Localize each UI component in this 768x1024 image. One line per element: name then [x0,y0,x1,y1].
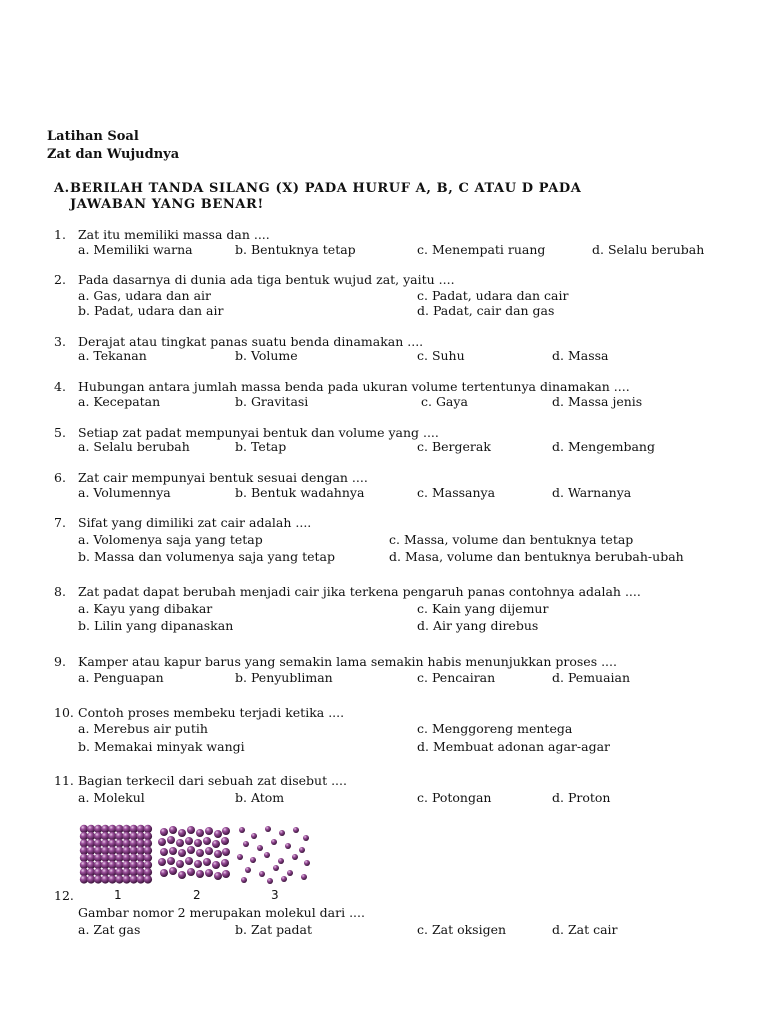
question-text: Setiap zat padat mempunyai bentuk dan volume yang .... [78,425,439,440]
question-text: Pada dasarnya di dunia ada tiga bentuk wujud zat, yaitu .... [78,272,455,287]
question-number: 4. [54,379,66,394]
option-c: c. Bergerak [417,439,491,454]
question-text: Gambar nomor 2 merupakan molekul dari .... [78,905,365,920]
section-instruction [54,181,734,213]
molecule-solid [144,861,152,869]
molecule-liquid [222,848,230,856]
section-letter: A. [54,181,70,196]
molecule-gas [273,865,279,871]
question-text: Zat itu memiliki massa dan .... [78,227,270,242]
molecule-liquid [221,859,229,867]
option-d: d. Mengembang [552,439,655,454]
molecule-liquid [196,829,204,837]
molecule-liquid [222,827,230,835]
molecule-gas [259,871,265,877]
question-number: 2. [54,272,66,287]
molecule-gas [271,839,277,845]
molecule-liquid [221,837,229,845]
molecule-liquid [169,847,177,855]
molecule-liquid [203,837,211,845]
option-c: c. Suhu [417,348,465,363]
molecule-gas [285,843,291,849]
option-a: a. Zat gas [78,922,141,937]
question-number: 9. [54,654,66,669]
molecule-liquid [196,849,204,857]
option-c: c. Menggoreng mentega [417,721,573,736]
option-b: b. Gravitasi [235,394,309,409]
molecule-solid [144,868,152,876]
molecule-solid [144,839,152,847]
option-a: a. Tekanan [78,348,147,363]
question-number: 10. [54,705,74,720]
molecule-liquid [160,828,168,836]
instruction-line-2: JAWABAN YANG BENAR! [70,197,264,212]
option-b: b. Memakai minyak wangi [78,739,245,754]
molecule-gas [251,833,257,839]
option-a: a. Gas, udara dan air [78,288,212,303]
option-b: b. Tetap [235,439,287,454]
molecule-liquid [196,870,204,878]
molecule-gas [250,857,256,863]
molecule-liquid [169,826,177,834]
molecule-liquid [167,857,175,865]
option-a: a. Molekul [78,790,145,805]
question-text: Bagian terkecil dari sebuah zat disebut .... [78,773,347,788]
molecule-gas [279,830,285,836]
option-b: b. Bentuk wadahnya [235,485,365,500]
molecule-liquid [203,858,211,866]
figure-label-2: 2 [193,888,201,902]
molecule-arrangement-figure [78,824,318,886]
instruction-line-1: BERILAH TANDA SILANG (X) PADA HURUF A, B, C ATAU D PADA [70,181,582,196]
option-d: d. Warnanya [552,485,632,500]
molecule-gas [278,858,284,864]
molecule-gas [267,878,273,884]
option-d: d. Air yang direbus [417,618,539,633]
molecule-liquid [178,871,186,879]
molecule-liquid [178,849,186,857]
question-text: Sifat yang dimiliki zat cair adalah .... [78,515,312,530]
molecule-gas [293,827,299,833]
option-c: c. Padat, udara dan cair [417,288,569,303]
worksheet-title: Latihan Soal [47,129,139,144]
molecule-liquid [212,861,220,869]
option-c: c. Pencairan [417,670,496,685]
option-b: b. Atom [235,790,285,805]
option-a: a. Kecepatan [78,394,161,409]
molecule-gas [292,854,298,860]
molecule-liquid [176,860,184,868]
question-number: 7. [54,515,66,530]
option-c: c. Massanya [417,485,496,500]
question-number: 1. [54,227,66,242]
molecule-liquid [185,857,193,865]
option-b: b. Zat padat [235,922,313,937]
option-a: a. Volumennya [78,485,171,500]
option-b: b. Bentuknya tetap [235,242,356,257]
option-c: c. Kain yang dijemur [417,601,549,616]
option-a: a. Volomenya saja yang tetap [78,532,263,547]
molecule-liquid [187,868,195,876]
molecule-liquid [214,872,222,880]
molecule-gas [243,841,249,847]
molecule-gas [303,835,309,841]
option-a: a. Memiliki warna [78,242,193,257]
molecule-gas [301,874,307,880]
molecule-gas [281,876,287,882]
question-text: Derajat atau tingkat panas suatu benda dinamakan .... [78,334,424,349]
molecule-gas [241,877,247,883]
figure-label-1: 1 [114,888,122,902]
molecule-liquid [205,827,213,835]
question-text: Contoh proses membeku terjadi ketika .... [78,705,345,720]
question-number: 12. [54,888,74,903]
option-c: c. Menempati ruang [417,242,546,257]
molecule-liquid [178,829,186,837]
molecule-liquid [169,867,177,875]
option-d: d. Selalu berubah [592,242,705,257]
molecule-liquid [205,869,213,877]
option-c: c. Potongan [417,790,492,805]
molecule-liquid [205,847,213,855]
option-a: a. Penguapan [78,670,164,685]
option-d: d. Membuat adonan agar-agar [417,739,610,754]
molecule-solid [144,854,152,862]
question-text: Kamper atau kapur barus yang semakin lama semakin habis menunjukkan proses .... [78,654,617,669]
option-b: b. Lilin yang dipanaskan [78,618,234,633]
molecule-liquid [167,836,175,844]
molecule-solid [144,825,152,833]
molecule-solid [144,846,152,854]
worksheet-subtitle: Zat dan Wujudnya [47,147,180,162]
option-a: a. Merebus air putih [78,721,208,736]
option-b: b. Volume [235,348,298,363]
molecule-gas [304,860,310,866]
option-c: c. Zat oksigen [417,922,507,937]
option-c: c. Gaya [421,394,468,409]
option-d: d. Masa, volume dan bentuknya berubah-ubah [389,549,684,564]
molecule-gas [239,827,245,833]
molecule-liquid [158,838,166,846]
option-d: d. Pemuaian [552,670,631,685]
option-b: b. Penyubliman [235,670,333,685]
molecule-gas [299,847,305,853]
question-text: Zat cair mempunyai bentuk sesuai dengan .... [78,470,368,485]
molecule-gas [265,826,271,832]
option-c: c. Massa, volume dan bentuknya tetap [389,532,634,547]
molecule-gas [237,854,243,860]
option-b: b. Padat, udara dan air [78,303,224,318]
option-d: d. Massa jenis [552,394,643,409]
molecule-liquid [158,858,166,866]
molecule-gas [245,867,251,873]
molecule-solid [144,832,152,840]
molecule-liquid [222,870,230,878]
molecule-liquid [185,837,193,845]
question-text: Hubungan antara jumlah massa benda pada ukuran volume tertentunya dinamakan .... [78,379,630,394]
option-d: d. Zat cair [552,922,618,937]
question-number: 3. [54,334,66,349]
option-d: d. Padat, cair dan gas [417,303,555,318]
option-b: b. Massa dan volumenya saja yang tetap [78,549,335,564]
molecule-gas [287,870,293,876]
question-number: 5. [54,425,66,440]
molecule-liquid [214,830,222,838]
molecule-liquid [194,860,202,868]
molecule-liquid [212,840,220,848]
molecule-liquid [194,839,202,847]
question-number: 11. [54,773,74,788]
molecule-liquid [176,839,184,847]
molecule-liquid [187,826,195,834]
molecule-liquid [160,848,168,856]
option-a: a. Kayu yang dibakar [78,601,213,616]
molecule-liquid [187,846,195,854]
molecule-gas [264,852,270,858]
question-text: Zat padat dapat berubah menjadi cair jika terkena pengaruh panas contohnya adalah .... [78,584,641,599]
molecule-liquid [214,850,222,858]
figure-label-3: 3 [271,888,279,902]
question-number: 8. [54,584,66,599]
option-a: a. Selalu berubah [78,439,190,454]
question-number: 6. [54,470,66,485]
molecule-liquid [160,869,168,877]
molecule-gas [257,845,263,851]
option-d: d. Proton [552,790,611,805]
option-d: d. Massa [552,348,609,363]
molecule-solid [144,875,152,883]
